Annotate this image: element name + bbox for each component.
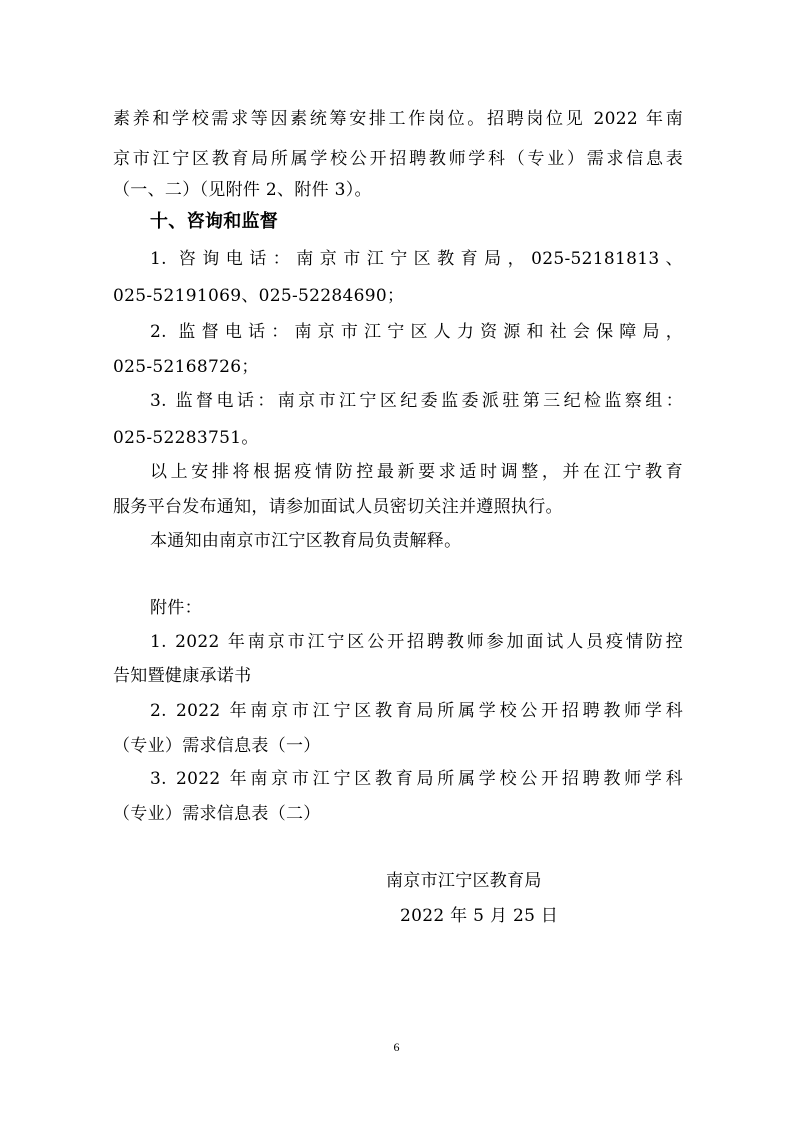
attachment-3-continued: （专业）需求信息表（二） <box>113 804 321 824</box>
attachment-2-continued: （专业）需求信息表（一） <box>113 736 321 756</box>
contact-item-2: 2. 监督电话：南京市江宁区人力资源和社会保障局， <box>150 322 683 342</box>
attachment-1-continued: 告知暨健康承诺书 <box>113 666 252 686</box>
section-heading: 十、咨询和监督 <box>150 211 279 232</box>
attachment-1: 1. 2022 年南京市江宁区公开招聘教师参加面试人员疫情防控 <box>150 632 683 652</box>
interpretation-line: 本通知由南京市江宁区教育局负责解释。 <box>150 531 462 551</box>
contact-item-1-continued: 025-52191069、025-52284690； <box>113 286 405 306</box>
attachment-3: 3. 2022 年南京市江宁区教育局所属学校公开招聘教师学科 <box>150 769 683 789</box>
paragraph-line: （一、二）（见附件 2、附件 3）。 <box>113 180 372 200</box>
paragraph-line: 素养和学校需求等因素统筹安排工作岗位。招聘岗位见 2022 年南 <box>113 109 683 129</box>
contact-item-3-continued: 025-52283751。 <box>113 428 259 448</box>
notice-line: 服务平台发布通知，请参加面试人员密切关注并遵照执行。 <box>113 497 563 517</box>
contact-item-3: 3. 监督电话：南京市江宁区纪委监委派驻第三纪检监察组： <box>150 391 683 411</box>
signature-date: 2022 年 5 月 25 日 <box>400 906 559 926</box>
contact-item-2-continued: 025-52168726； <box>113 357 259 377</box>
attachment-2: 2. 2022 年南京市江宁区教育局所属学校公开招聘教师学科 <box>150 701 683 721</box>
contact-item-1: 1. 咨询电话：南京市江宁区教育局，025-52181813、 <box>150 249 683 269</box>
signature-org: 南京市江宁区教育局 <box>386 871 542 891</box>
page-number: 6 <box>393 1040 400 1054</box>
attachments-label: 附件： <box>150 598 202 618</box>
paragraph-line: 京市江宁区教育局所属学校公开招聘教师学科（专业）需求信息表 <box>113 149 683 169</box>
notice-line: 以上安排将根据疫情防控最新要求适时调整，并在江宁教育 <box>150 462 683 482</box>
